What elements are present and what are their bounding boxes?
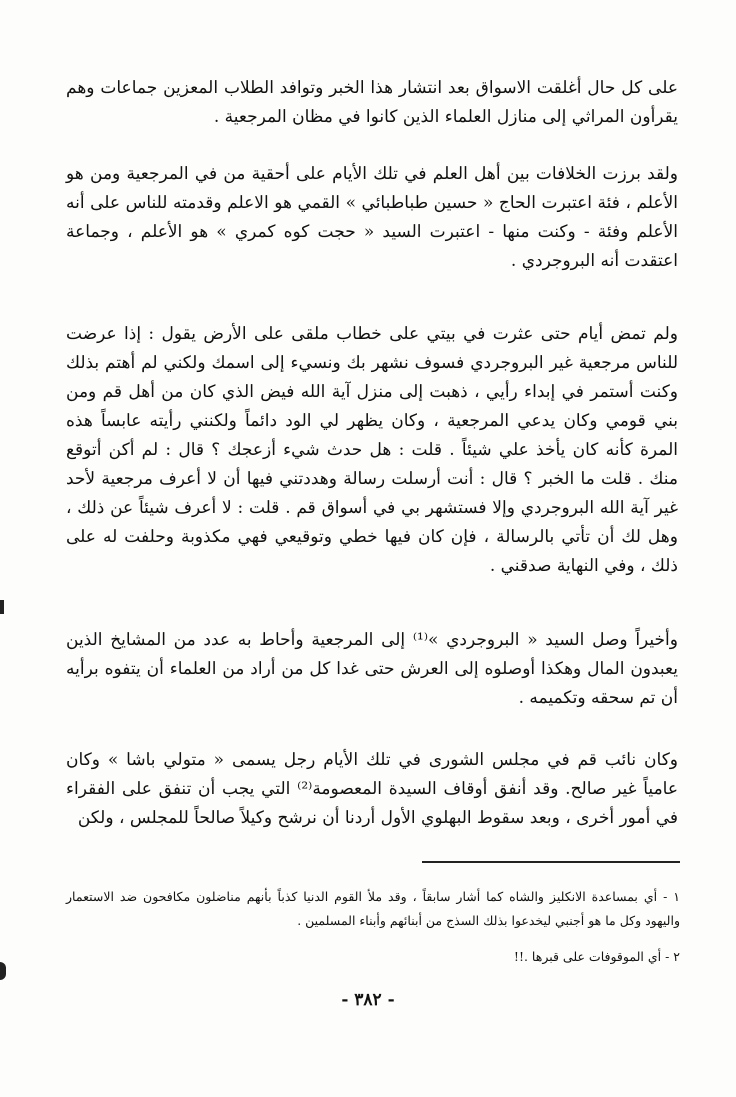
footnote-2: ٢ - أي الموقوفات على قبرها .!! [513, 948, 680, 964]
paragraph-3: ولم تمض أيام حتى عثرت في بيتي على خطاب ملقى على الأرض يقول : إذا عرضت للناس مرجعية غير البروجردي فسوف نشهر بك ونسيء إلى اسمك ولكني لم أهتم بذلك وكنت أستمر في إبداء رأيي ، ذهبت إلى منزل آية الله فيض الذي كان من أهل قم ومن بني قومي وكان يدعي المرجعية ، وكان يظهر لي الود دائماً ولكنني رأيته عابساً هذه المرة كأنه كان يأخذ علي شيئاً . قلت : هل حدث شيء أزعجك ؟ قال : لم أكن أتوقع منك . قلت ما الخبر ؟ قال : أنت أرسلت رسالة وهددتني فيها أن لا أعرف مرجعية لأحد غير آية الله البروجردي وإلا فستشهر بي في أسواق قم . قلت : لا أعرف شيئاً عن ذلك ، وهل لك أن تأتي بالرسالة ، فإن كان فيها خطي وتوقيعي فهي مكذوبة وحلفت له على ذلك ، وفي النهاية صدقني . [66, 324, 678, 576]
footnote-1: ١ - أي بمساعدة الانكليز والشاه كما أشار سابقاً ، وقد ملأ القوم الدنيا كذباً بأنهم مناضلون مكافحون ضد الاستعمار واليهود وكل ما هو أجنبي ليخدعوا بذلك السذج من أبنائهم وأبناء المسلمين . [66, 888, 680, 928]
paragraph-5: وكان نائب قم في مجلس الشورى في تلك الأيام رجل يسمى « متولي باشا » وكان عامياً غير صالح. وقد أنفق أوقاف السيدة المعصومة⁽²⁾ التي يجب أن تنفق على الفقراء في أمور أخرى ، وبعد سقوط البهلوي الأول أردنا أن نرشح وكيلاً صالحاً للمجلس ، ولكن [66, 750, 678, 828]
paragraph-4: وأخيراً وصل السيد « البروجردي »⁽¹⁾ إلى المرجعية وأحاط به عدد من المشايخ الذين يعبدون المال وهكذا أوصلوه إلى العرش حتى غدا كل من أراد من العلماء أن يتفوه برأيه أن تم سحقه وتكميمه . [66, 630, 678, 708]
paragraph-2: ولقد برزت الخلافات بين أهل العلم في تلك الأيام على أحقية من في المرجعية ومن هو الأعلم ، فئة اعتبرت الحاج « حسين طباطبائي » القمي هو الاعلم وقدمته للناس على أنه الأعلم وفئة - وكنت منها - اعتبرت السيد « حجت كوه كمري » هو الأعلم ، وجماعة اعتقدت أنه البروجردي . [66, 164, 678, 271]
page-number: - ٣٨٢ - [341, 990, 395, 1010]
footnote-separator [422, 861, 680, 863]
scan-edge-mark [0, 600, 4, 614]
paragraph-1: على كل حال أغلقت الاسواق بعد انتشار هذا الخبر وتوافد الطلاب المعزين جماعات وهم يقرأون المراثي إلى منازل العلماء الذين كانوا في مظان المرجعية . [66, 78, 678, 127]
scan-edge-mark [0, 962, 6, 980]
